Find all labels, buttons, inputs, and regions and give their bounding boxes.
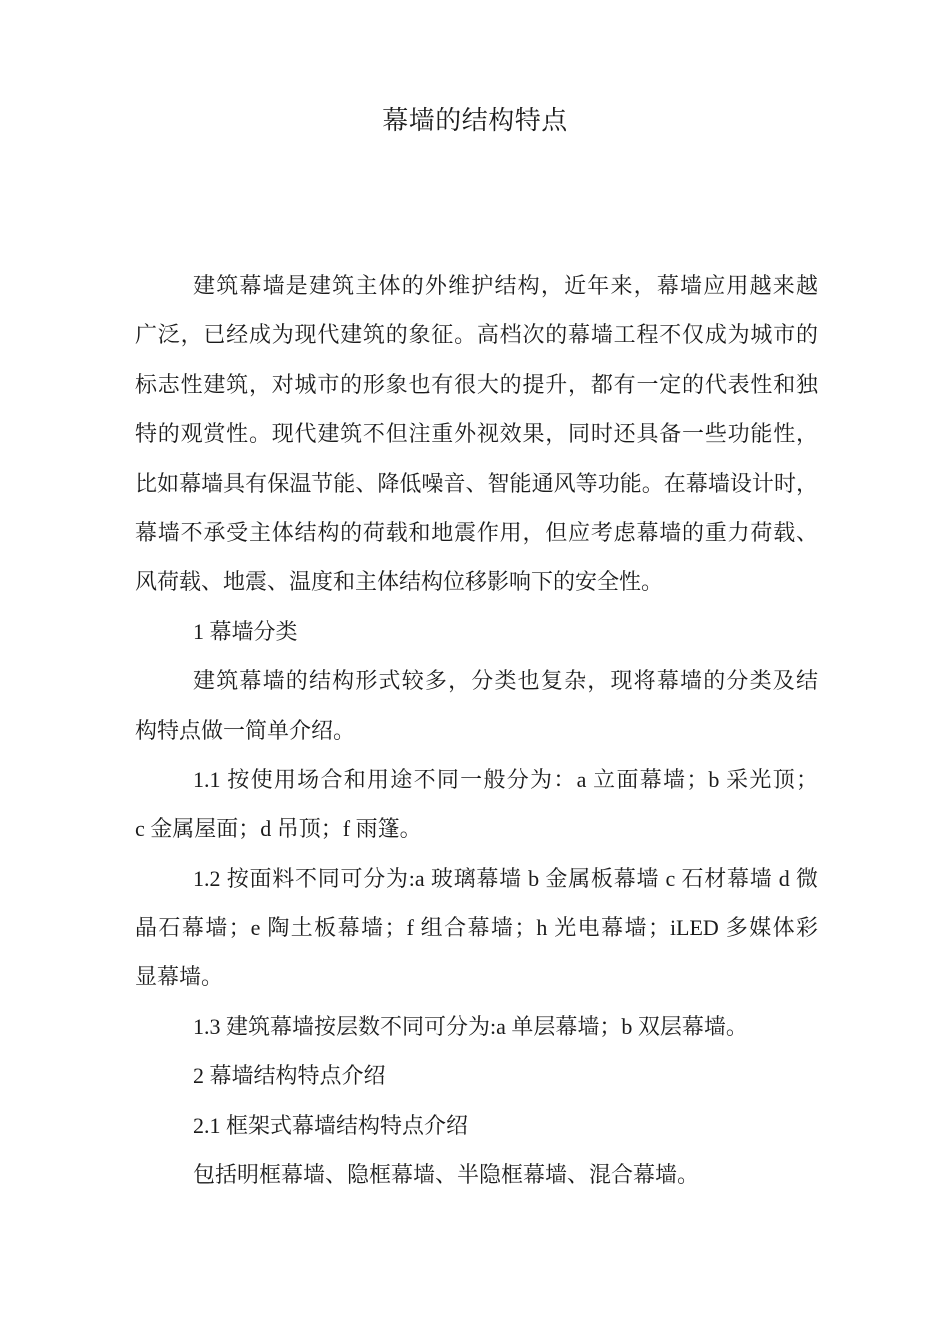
text-line: 建筑幕墙是建筑主体的外维护结构，近年来，幕墙应用越来越	[193, 273, 818, 298]
text-line: 特的观赏性。现代建筑不但注重外视效果，同时还具备一些功能性，	[135, 421, 818, 447]
text-line: c 金属屋面；d 吊顶；f 雨篷。	[135, 816, 422, 842]
text-line: 1.3 建筑幕墙按层数不同可分为:a 单层幕墙；b 双层幕墙。	[193, 1013, 748, 1039]
text-line: 风荷载、地震、温度和主体结构位移影响下的安全性。	[135, 569, 664, 595]
text-line: 建筑幕墙的结构形式较多，分类也复杂，现将幕墙的分类及结	[193, 668, 818, 694]
document-title: 幕墙的结构特点	[382, 106, 568, 135]
text-line: 1.1 按使用场合和用途不同一般分为：a 立面幕墙；b 采光顶；	[193, 766, 818, 792]
document-body	[135, 261, 818, 1199]
text-line: 显幕墙。	[135, 964, 224, 990]
text-line: 标志性建筑，对城市的形象也有很大的提升，都有一定的代表性和独	[135, 371, 818, 397]
text-line: 1 幕墙分类	[193, 618, 298, 644]
text-line: 幕墙不承受主体结构的荷载和地震作用，但应考虑幕墙的重力荷载、	[135, 519, 818, 545]
text-line: 包括明框幕墙、隐框幕墙、半隐框幕墙、混合幕墙。	[193, 1162, 700, 1188]
text-line: 2 幕墙结构特点介绍	[193, 1063, 386, 1089]
text-line: 比如幕墙具有保温节能、降低噪音、智能通风等功能。在幕墙设计时，	[135, 470, 818, 496]
text-line: 构特点做一简单介绍。	[135, 717, 356, 743]
text-line: 广泛，已经成为现代建筑的象征。高档次的幕墙工程不仅成为城市的	[135, 322, 818, 348]
text-line: 1.2 按面料不同可分为:a 玻璃幕墙 b 金属板幕墙 c 石材幕墙 d 微	[193, 865, 818, 891]
text-line: 晶石幕墙；e 陶土板幕墙；f 组合幕墙；h 光电幕墙；iLED 多媒体彩	[135, 915, 818, 941]
text-line: 2.1 框架式幕墙结构特点介绍	[193, 1112, 469, 1138]
